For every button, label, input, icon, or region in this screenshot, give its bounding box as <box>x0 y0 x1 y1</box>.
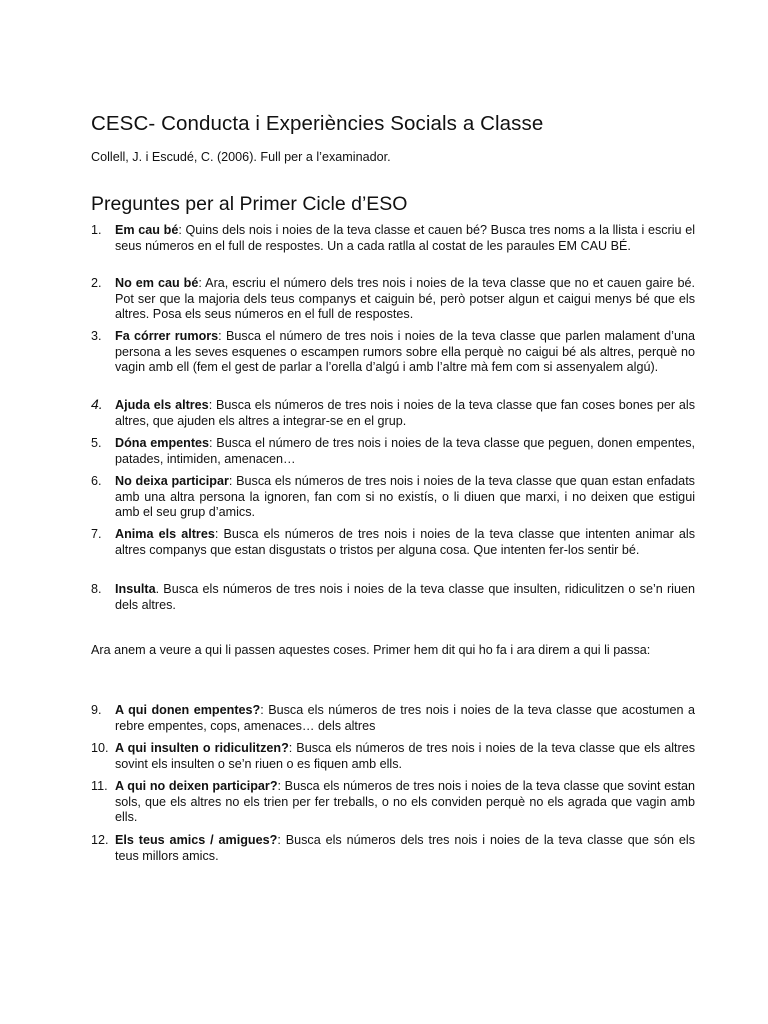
question-number: 2. <box>91 276 102 290</box>
question-number: 1. <box>91 223 102 237</box>
question-text: : Busca els números de tres nois i noies de la teva classe que quan estan enfadats amb una altra persona la ignoren, fan com si no existís, o li diuen que marxi, i no deixen que estigui amb el seu grup d’amics. <box>115 474 695 520</box>
section-title: Preguntes per al Primer Cicle d’ESO <box>91 193 408 215</box>
question-text: : Quins dels nois i noies de la teva classe et cauen bé? Busca tres noms a la llista i escriu el seus números en el full de respostes. Un a cada ratlla al costat de les paraules EM CAU BÉ. <box>115 223 696 253</box>
question-item <box>91 436 695 467</box>
question-number: 9. <box>91 703 102 717</box>
question-term: Fa córrer rumors <box>115 329 219 343</box>
question-item <box>91 779 695 826</box>
question-text: : Busca els números de tres nois i noies de la teva classe que fan coses bones per als altres, que ajuden els altres a integrar-se en el grup. <box>115 398 695 428</box>
question-item <box>91 329 695 376</box>
question-text: . Busca els números de tres nois i noies de la teva classe que insulten, ridiculitzen o se’n riuen dels altres. <box>115 582 695 612</box>
question-number: 3. <box>91 329 102 343</box>
question-term: Insulta <box>115 582 156 596</box>
question-text: : Busca el número de tres nois i noies de la teva classe que peguen, donen empentes, patades, intimiden, amenacen… <box>115 436 695 466</box>
question-item <box>91 703 695 734</box>
question-term: No em cau bé <box>115 276 199 290</box>
question-term: Em cau bé <box>115 223 179 237</box>
citation: Collell, J. i Escudé, C. (2006). Full per a l’examinador. <box>91 150 391 164</box>
question-item <box>91 582 695 613</box>
question-number: 6. <box>91 474 102 488</box>
question-number: 12. <box>91 833 109 847</box>
question-text: : Busca els números dels tres nois i noies de la teva classe que són els teus millors amics. <box>115 833 695 863</box>
question-number: 11. <box>91 779 108 793</box>
question-text: : Busca els números de tres nois i noies de la teva classe que sovint estan sols, que els altres no els trien per fer treballs, o no els conviden perquè no els agrada que vagin amb ells. <box>115 779 696 825</box>
question-number: 10. <box>91 741 109 755</box>
question-text: : Ara, escriu el número dels tres nois i noies de la teva classe que no et cauen gaire bé. Pot ser que la majoria dels teus companys et caiguin bé, però potser algun et caigui menys bé que els altres. Posa els seus números en el full de respostes. <box>115 276 695 322</box>
question-item <box>91 474 695 521</box>
intro-paragraph: Ara anem a veure a qui li passen aquestes coses. Primer hem dit qui ho fa i ara direm a qui li passa: <box>91 643 651 657</box>
document-title: CESC- Conducta i Experiències Socials a Classe <box>91 112 544 135</box>
question-item <box>91 833 695 864</box>
question-item <box>91 276 695 323</box>
question-term: A qui insulten o ridiculitzen? <box>115 741 289 755</box>
question-term: Els teus amics / amigues? <box>115 833 278 847</box>
question-text: : Busca els números de tres nois i noies de la teva classe que els altres sovint els insulten o se’n riuen o es fiquen amb ells. <box>115 741 695 771</box>
question-term: A qui donen empentes? <box>115 703 261 717</box>
question-number: 7. <box>91 527 102 541</box>
question-item <box>91 223 695 254</box>
question-number: 5. <box>91 436 102 450</box>
question-item <box>91 398 695 429</box>
question-term: Ajuda els altres <box>115 398 209 412</box>
question-text: : Busca el número de tres nois i noies de la teva classe que parlen malament d’una persona a les seves esquenes o escampen rumors sobre ella perquè no caigui bé als altres, perquè no vagin amb ell (fem el gest de parlar a l’orella d’algú i amb l’altre mà fem com si assenyalem algú). <box>115 329 695 375</box>
question-text: : Busca els números de tres nois i noies de la teva classe que acostumen a rebre empentes, cops, amenaces… dels altres <box>115 703 695 733</box>
question-number: 4. <box>91 396 103 412</box>
question-term: Dóna empentes <box>115 436 210 450</box>
question-item <box>91 527 695 558</box>
question-text: : Busca els números de tres nois i noies de la teva classe que intenten animar als altres companys que estan disgustats o tristos per alguna cosa. Que intenten fer-los sentir bé. <box>115 527 695 557</box>
question-term: A qui no deixen participar? <box>115 779 278 793</box>
question-term: Anima els altres <box>115 527 215 541</box>
question-number: 8. <box>91 582 102 596</box>
question-item <box>91 741 695 772</box>
question-term: No deixa participar <box>115 474 229 488</box>
